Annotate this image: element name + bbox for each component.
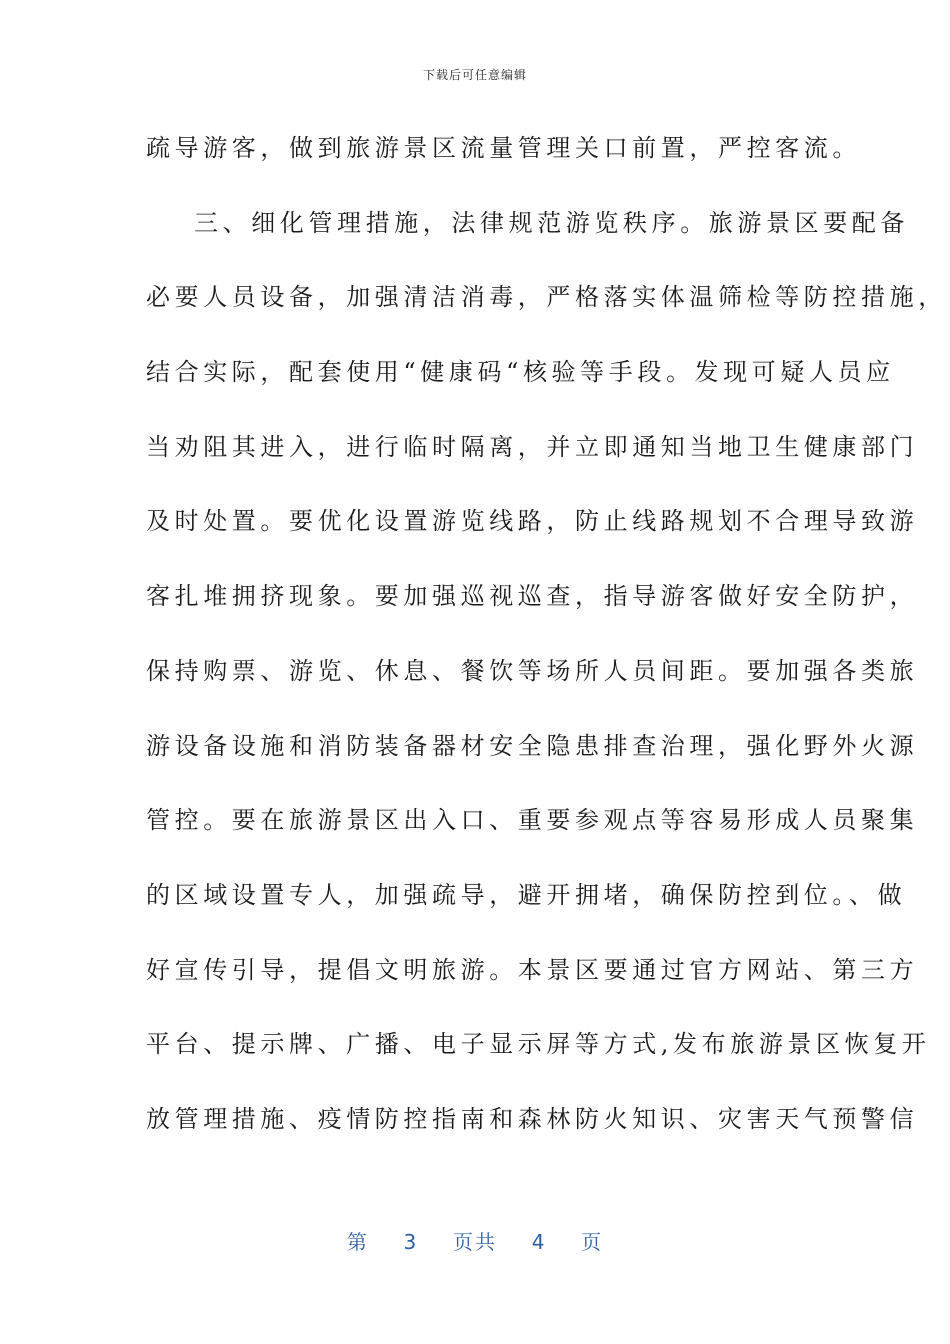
text-line: 的区域设置专人，加强疏导，避开拥堵，确保防控到位。、做 [146, 880, 907, 909]
text-line: 平台、提示牌、广播、电子显示屏等方式,发布旅游景区恢复开 [146, 1030, 931, 1059]
document-body [146, 124, 947, 1170]
page-header-note: 下载后可任意编辑 [422, 68, 527, 82]
text-line: 管控。要在旅游景区出入口、重要参观点等容易形成人员聚集 [146, 806, 919, 835]
text-line: 好宣传引导，提倡文明旅游。本景区要通过官方网站、第三方 [146, 955, 919, 984]
text-line: 当劝阻其进入，进行临时隔离，并立即通知当地卫生健康部门 [146, 432, 919, 461]
footer-suffix: 页 [581, 1230, 604, 1254]
footer-prefix: 第 [346, 1230, 369, 1254]
footer-current-page: 3 [403, 1230, 419, 1254]
text-line: 三、细化管理措施，法律规范游览秩序。旅游景区要配备 [194, 208, 909, 237]
text-line: 及时处置。要优化设置游览线路，防止线路规划不合理导致游 [146, 507, 919, 536]
page-footer [0, 1226, 950, 1255]
text-line: 客扎堆拥挤现象。要加强巡视巡查，指导游客做好安全防护， [146, 582, 919, 611]
footer-total-pages: 4 [531, 1230, 547, 1254]
text-line: 结合实际，配套使用“健康码“核验等手段。发现可疑人员应 [146, 358, 895, 387]
text-line: 放管理措施、疫情防控指南和森林防火知识、灾害天气预警信 [146, 1104, 919, 1133]
text-line: 疏导游客，做到旅游景区流量管理关口前置，严控客流。 [146, 134, 861, 162]
text-line: 保持购票、游览、休息、餐饮等场所人员间距。要加强各类旅 [146, 656, 919, 685]
text-line: 游设备设施和消防装备器材安全隐患排查治理，强化野外火源 [146, 731, 919, 760]
text-line: 必要人员设备，加强清洁消毒，严格落实体温筛检等防控措施， [146, 283, 947, 312]
footer-middle: 页共 [453, 1230, 497, 1254]
